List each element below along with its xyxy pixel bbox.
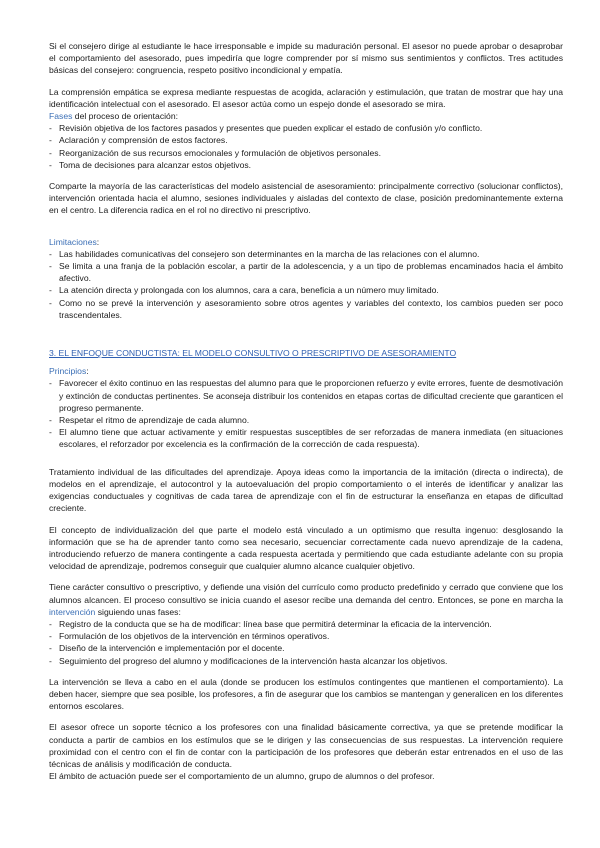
list-item: - Seguimiento del progreso del alumno y modificaciones de la intervención hasta alcanzar los objetivos. — [49, 655, 563, 667]
section-heading: 3. EL ENFOQUE CONDUCTISTA: EL MODELO CONSULTIVO O PRESCRIPTIVO DE ASESORAMIENTO — [49, 348, 457, 359]
limitaciones-label: Limitaciones — [49, 236, 97, 247]
list-item: - Revisión objetiva de los factores pasados y presentes que pueden explicar el estado de confusión y/o conflicto. — [49, 122, 563, 134]
paragraph-comprension-empatica: La comprensión empática se expresa mediante respuestas de acogida, aclaración y estimulación, que tratan de mostrar que hay una identificación intelectual con el asesorado. El asesor actúa como un espejo donde el asesorado se mira. — [49, 86, 563, 109]
principios-heading: Principios: — [49, 366, 89, 377]
principios-list — [49, 377, 563, 450]
list-item: - Se limita a una franja de la población escolar, a partir de la adolescencia, y a un tipo de problemas encaminados hacia el ámbito afectivo. — [49, 260, 563, 284]
paragraph-tratamiento: Tratamiento individual de las dificultades del aprendizaje. Apoya ideas como la importancia de la imitación (directa o indirecta), de modelos en el aprendizaje, el autocontrol y la autoevaluación del propio comportamiento o el interés de identificar y analizar las exigencias conductuales y cognitivas de cada tarea de aprendizaje con el fin de estructurar la enseñanza en etapas de dificultad creciente. — [49, 466, 563, 514]
paragraph-consultivo: Tiene carácter consultivo o prescriptivo, y defiende una visión del currículo como producto predefinido y cerrado que conviene que los alumnos alcancen. El proceso consultivo se inicia cuando el asesor recibe una demanda del centro. Entonces, se pone en marcha la intervención siguiendo unas fases: — [49, 582, 563, 617]
fases-list — [49, 122, 563, 171]
paragraph-ambito: El ámbito de actuación puede ser el comportamiento de un alumno, grupo de alumnos o del profesor. — [49, 771, 435, 782]
paragraph-individualizacion: El concepto de individualización del que parte el modelo está vinculado a un optimismo que resulta ingenuo: desglosando la información que se ha de aprender tanto como sea necesario, secuenciar correctamente cada nuevo aprendizaje de la cadena, introduciendo refuerzo de manera contingente a cada respuesta acertada y permitiendo que cada estudiante adelante con su propia velocidad de aprendizaje, podremos conseguir que cualquier alumno alcance cualquier objetivo. — [49, 524, 563, 572]
list-item: - Las habilidades comunicativas del consejero son determinantes en la marcha de las relaciones con el alumno. — [49, 248, 563, 260]
list-item: - Diseño de la intervención e implementación por el docente. — [49, 642, 563, 654]
list-item: - Toma de decisiones para alcanzar estos objetivos. — [49, 159, 563, 171]
limitaciones-heading: Limitaciones: — [49, 236, 100, 247]
list-item: - La atención directa y prolongada con los alumnos, cara a cara, beneficia a un número muy limitado. — [49, 284, 563, 296]
fases-heading: Fases del proceso de orientación: — [49, 111, 178, 122]
list-item: - Respetar el ritmo de aprendizaje de cada alumno. — [49, 414, 563, 426]
fases-intervencion-list — [49, 618, 563, 667]
list-item: - Aclaración y comprensión de estos factores. — [49, 134, 563, 146]
principios-label: Principios — [49, 366, 87, 377]
paragraph-aula: La intervención se lleva a cabo en el aula (donde se producen los estímulos contingentes que mantienen el comportamiento). La deben hacer, siempre que sea posible, los profesores, a fin de asegurar que los cambios se mantengan y generalicen en los diferentes entornos escolares. — [49, 676, 563, 712]
list-item: - Formulación de los objetivos de la intervención en términos operativos. — [49, 630, 563, 642]
fases-label: Fases — [49, 111, 73, 122]
list-item: - Favorecer el éxito continuo en las respuestas del alumno para que le proporcionen refuerzo y evite errores, fuente de desmotivación y extinción de conductas pertinentes. Se aconseja distribuir los contenidos en etapas cortas de dificultad creciente que garanticen el progreso permanente. — [49, 377, 563, 414]
intervencion-link: intervención — [49, 606, 96, 617]
paragraph-soporte-tecnico: El asesor ofrece un soporte técnico a los profesores con una finalidad básicamente correctiva, ya que se pretende modificar la conducta a partir de cambios en los estímulos que se le dirigen y las consecuencias de sus respuestas. La intervención requiere proximidad con el centro con el fin de contar con la participación de los profesores que deberán estar entrenados en el uso de las técnicas de análisis y modificación de conducta. — [49, 722, 563, 769]
list-item: - Registro de la conducta que se ha de modificar: línea base que permitirá determinar la eficacia de la intervención. — [49, 618, 563, 630]
paragraph-consejero: Si el consejero dirige al estudiante le hace irresponsable e impide su maduración personal. El asesor no puede aprobar o desaprobar el comportamiento del asesorado, pues impediría que logre comprender por sí mismo sus sentimientos y conflictos. Tres actitudes básicas del consejero: congruencia, respeto positivo incondicional y empatía. — [49, 41, 563, 76]
document-page — [49, 40, 563, 791]
limitaciones-list — [49, 248, 563, 321]
list-item: - Como no se prevé la intervención y asesoramiento sobre otros agentes y variables del contexto, los cambios pueden ser poco trascendentales. — [49, 297, 563, 321]
list-item: - Reorganización de sus recursos emocionales y formulación de objetivos personales. — [49, 147, 563, 159]
list-item: - El alumno tiene que actuar activamente y emitir respuestas susceptibles de ser reforzadas de manera inmediata (en situaciones escolares, el reforzador por excelencia es la confirmación de la corrección de cada respuesta). — [49, 426, 563, 450]
paragraph-comparte: Comparte la mayoría de las características del modelo asistencial de asesoramiento: principalmente correctivo (solucionar conflictos), intervención orientada hacia el alumno, sesiones individuales y aisladas del contexto de clase, posición predominantemente externa en el centro. La diferencia radica en el rol no directivo ni prescriptivo. — [49, 181, 563, 216]
